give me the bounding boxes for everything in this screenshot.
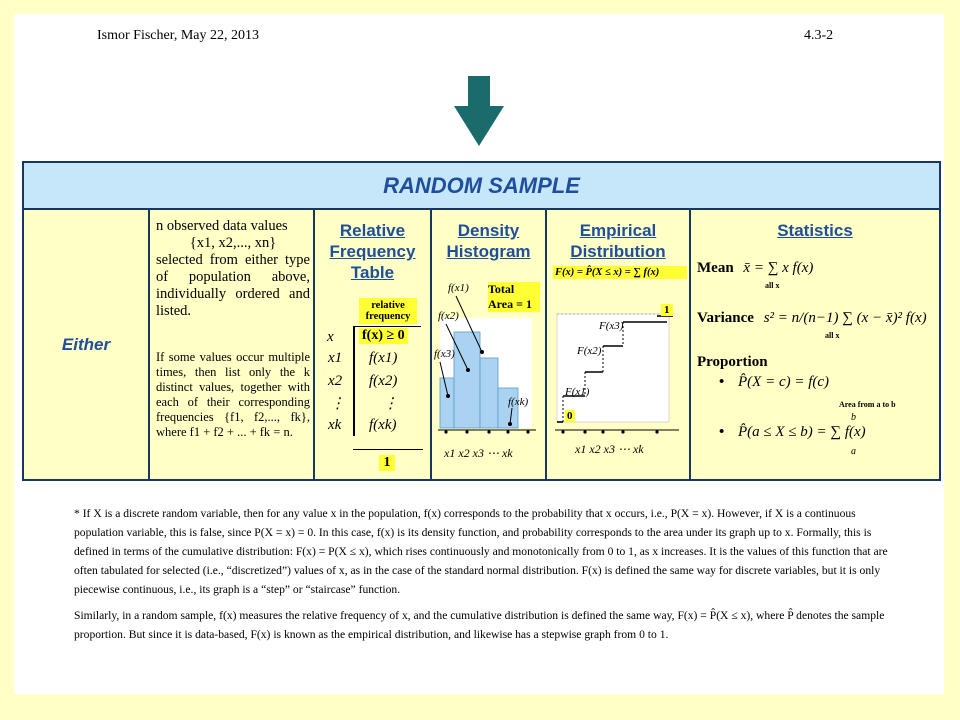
stat-mean-label: Mean (697, 260, 734, 276)
rel-freq-x1: x1 (328, 350, 343, 366)
empirical-label-F2: F(x2) (577, 345, 602, 357)
row-label-cell (24, 210, 150, 479)
stat-prop-2-note: Area from a to b (839, 400, 896, 409)
stat-var-label: Variance (697, 310, 754, 326)
density-total-area-box: Total Area = 1 (488, 282, 540, 312)
stat-proportion-label: Proportion (697, 354, 768, 370)
rel-freq-fk: f(xk) (369, 417, 397, 433)
summary-table (22, 161, 941, 481)
stat-prop-1-formula: P̂(X = c) = f(c) (738, 374, 830, 390)
down-arrow-icon (454, 76, 504, 150)
rel-freq-fdots: ⋮ (383, 396, 398, 412)
stat-var-sub: all x (825, 331, 840, 340)
density-axis-labels: x1 x2 x3 ⋯ xk (444, 446, 513, 460)
footnote-paragraph-1 (74, 504, 894, 599)
density-label-f1: f(x1) (448, 282, 469, 294)
rel-freq-f2: f(x2) (369, 373, 398, 389)
empirical-one: 1 (661, 304, 673, 316)
banner-title: RANDOM SAMPLE (24, 163, 939, 210)
footnote-2-text: Similarly, in a random sample, f(x) measures the relative frequency of x, and the cumulative distribution is defined the same way, F(x) = P̂(X ≤ x), where P̂ denotes the sample proportion. But since it is data-based, F(x) is known as the empirical distribution, and likewise has a stepwise graph from 0 to 1. (74, 609, 885, 641)
stat-variance (697, 310, 927, 327)
rel-freq-bottom-rule (353, 449, 423, 450)
rel-freq-f1: f(x1) (369, 350, 398, 366)
slide-page (14, 14, 944, 694)
empirical-title: Empirical Distribution (570, 221, 666, 261)
rel-freq-xdots: ⋮ (330, 396, 345, 412)
row-label-either: Either (61, 335, 111, 354)
stat-prop-2 (719, 424, 866, 441)
density-label-fk: f(xk) (508, 396, 529, 408)
stat-prop-1 (719, 374, 829, 391)
empirical-label-F3: F(x3) (599, 320, 624, 332)
stat-prop-2-formula: P̂(a ≤ X ≤ b) = ∑ f(x) (738, 424, 866, 440)
desc-line-3: selected from either type of population above, individually ordered and listed. (156, 252, 310, 319)
description-cell (150, 210, 315, 479)
stat-mean (697, 260, 813, 277)
density-label-f3: f(x3) (434, 348, 455, 360)
empirical-step-chart (547, 292, 689, 452)
rel-freq-x-header: x (327, 329, 334, 345)
stat-prop-2-top: b (851, 412, 856, 423)
rel-freq-f-header: f(x) ≥ 0 (359, 328, 408, 344)
rel-freq-xk: xk (328, 417, 342, 433)
stat-mean-sub: all x (765, 281, 780, 290)
empirical-axis-labels: x1 x2 x3 ⋯ xk (575, 442, 644, 456)
rel-freq-total: 1 (379, 455, 395, 471)
empirical-formula: F(x) = P̂(X ≤ x) = ∑ f(x) (553, 266, 687, 279)
stat-mean-formula: x̄ = ∑ x f(x) (743, 260, 814, 276)
rel-freq-box: relative frequency (359, 298, 417, 324)
rel-freq-title: Relative Frequency Table (329, 221, 416, 282)
empirical-zero: 0 (567, 410, 573, 422)
stat-var-formula: s² = n/(n−1) ∑ (x − x̄)² f(x) (763, 310, 927, 326)
desc-line-2: {x1, x2,..., xn} (189, 235, 277, 251)
rel-freq-vertical-rule (353, 326, 355, 436)
footnote-1-text: * If X is a discrete random variable, then for any value x in the population, f(x) corresponds to the probability that x occurs, i.e., P(X = x). However, if X is a continuous population variable, this is false, since P(X = x) = 0. In this case, f(x) is its density function, and probability corresponds to the area under its graph up to x. Formally, this is defined in terms of the cumulative distribution: F(x) = P(X ≤ x), which rises continuously and monotonically from 0 to 1, as x increases. It is the values of this function that are often tabulated for selected (i.e., “discretized”) values of x, as in the case of the standard normal distribution. F(x) is defined the same way for discrete variables, but it is only piecewise continuous, i.e., its graph is a “step” or “staircase” function. (74, 507, 888, 596)
bullet-icon: • (719, 424, 725, 440)
rel-freq-top-rule (353, 326, 421, 327)
description-paragraph-2: If some values occur multiple times, then list only the k distinct values, together with each of their corresponding frequencies {f1, f2,..., fk}, where f1 + f2 + ... + fk = n. (156, 350, 310, 439)
header-page-number: 4.3-2 (804, 28, 834, 43)
empirical-label-F1: F(x1) (565, 386, 590, 398)
header-author-date: Ismor Fischer, May 22, 2013 (97, 28, 259, 43)
stat-prop-2-bottom: a (851, 446, 856, 457)
density-label-f2: f(x2) (438, 310, 459, 322)
footnote-paragraph-2 (74, 606, 894, 644)
bullet-icon: • (719, 374, 725, 390)
statistics-cell (691, 210, 939, 479)
description-paragraph-1 (156, 218, 310, 320)
density-title: Density Histogram (446, 221, 531, 261)
desc-line-1: n observed data values (156, 218, 288, 234)
statistics-title: Statistics (777, 221, 853, 240)
empirical-cell (547, 210, 691, 479)
rel-freq-x2: x2 (328, 373, 343, 389)
rel-freq-cell (315, 210, 432, 479)
density-cell (432, 210, 547, 479)
